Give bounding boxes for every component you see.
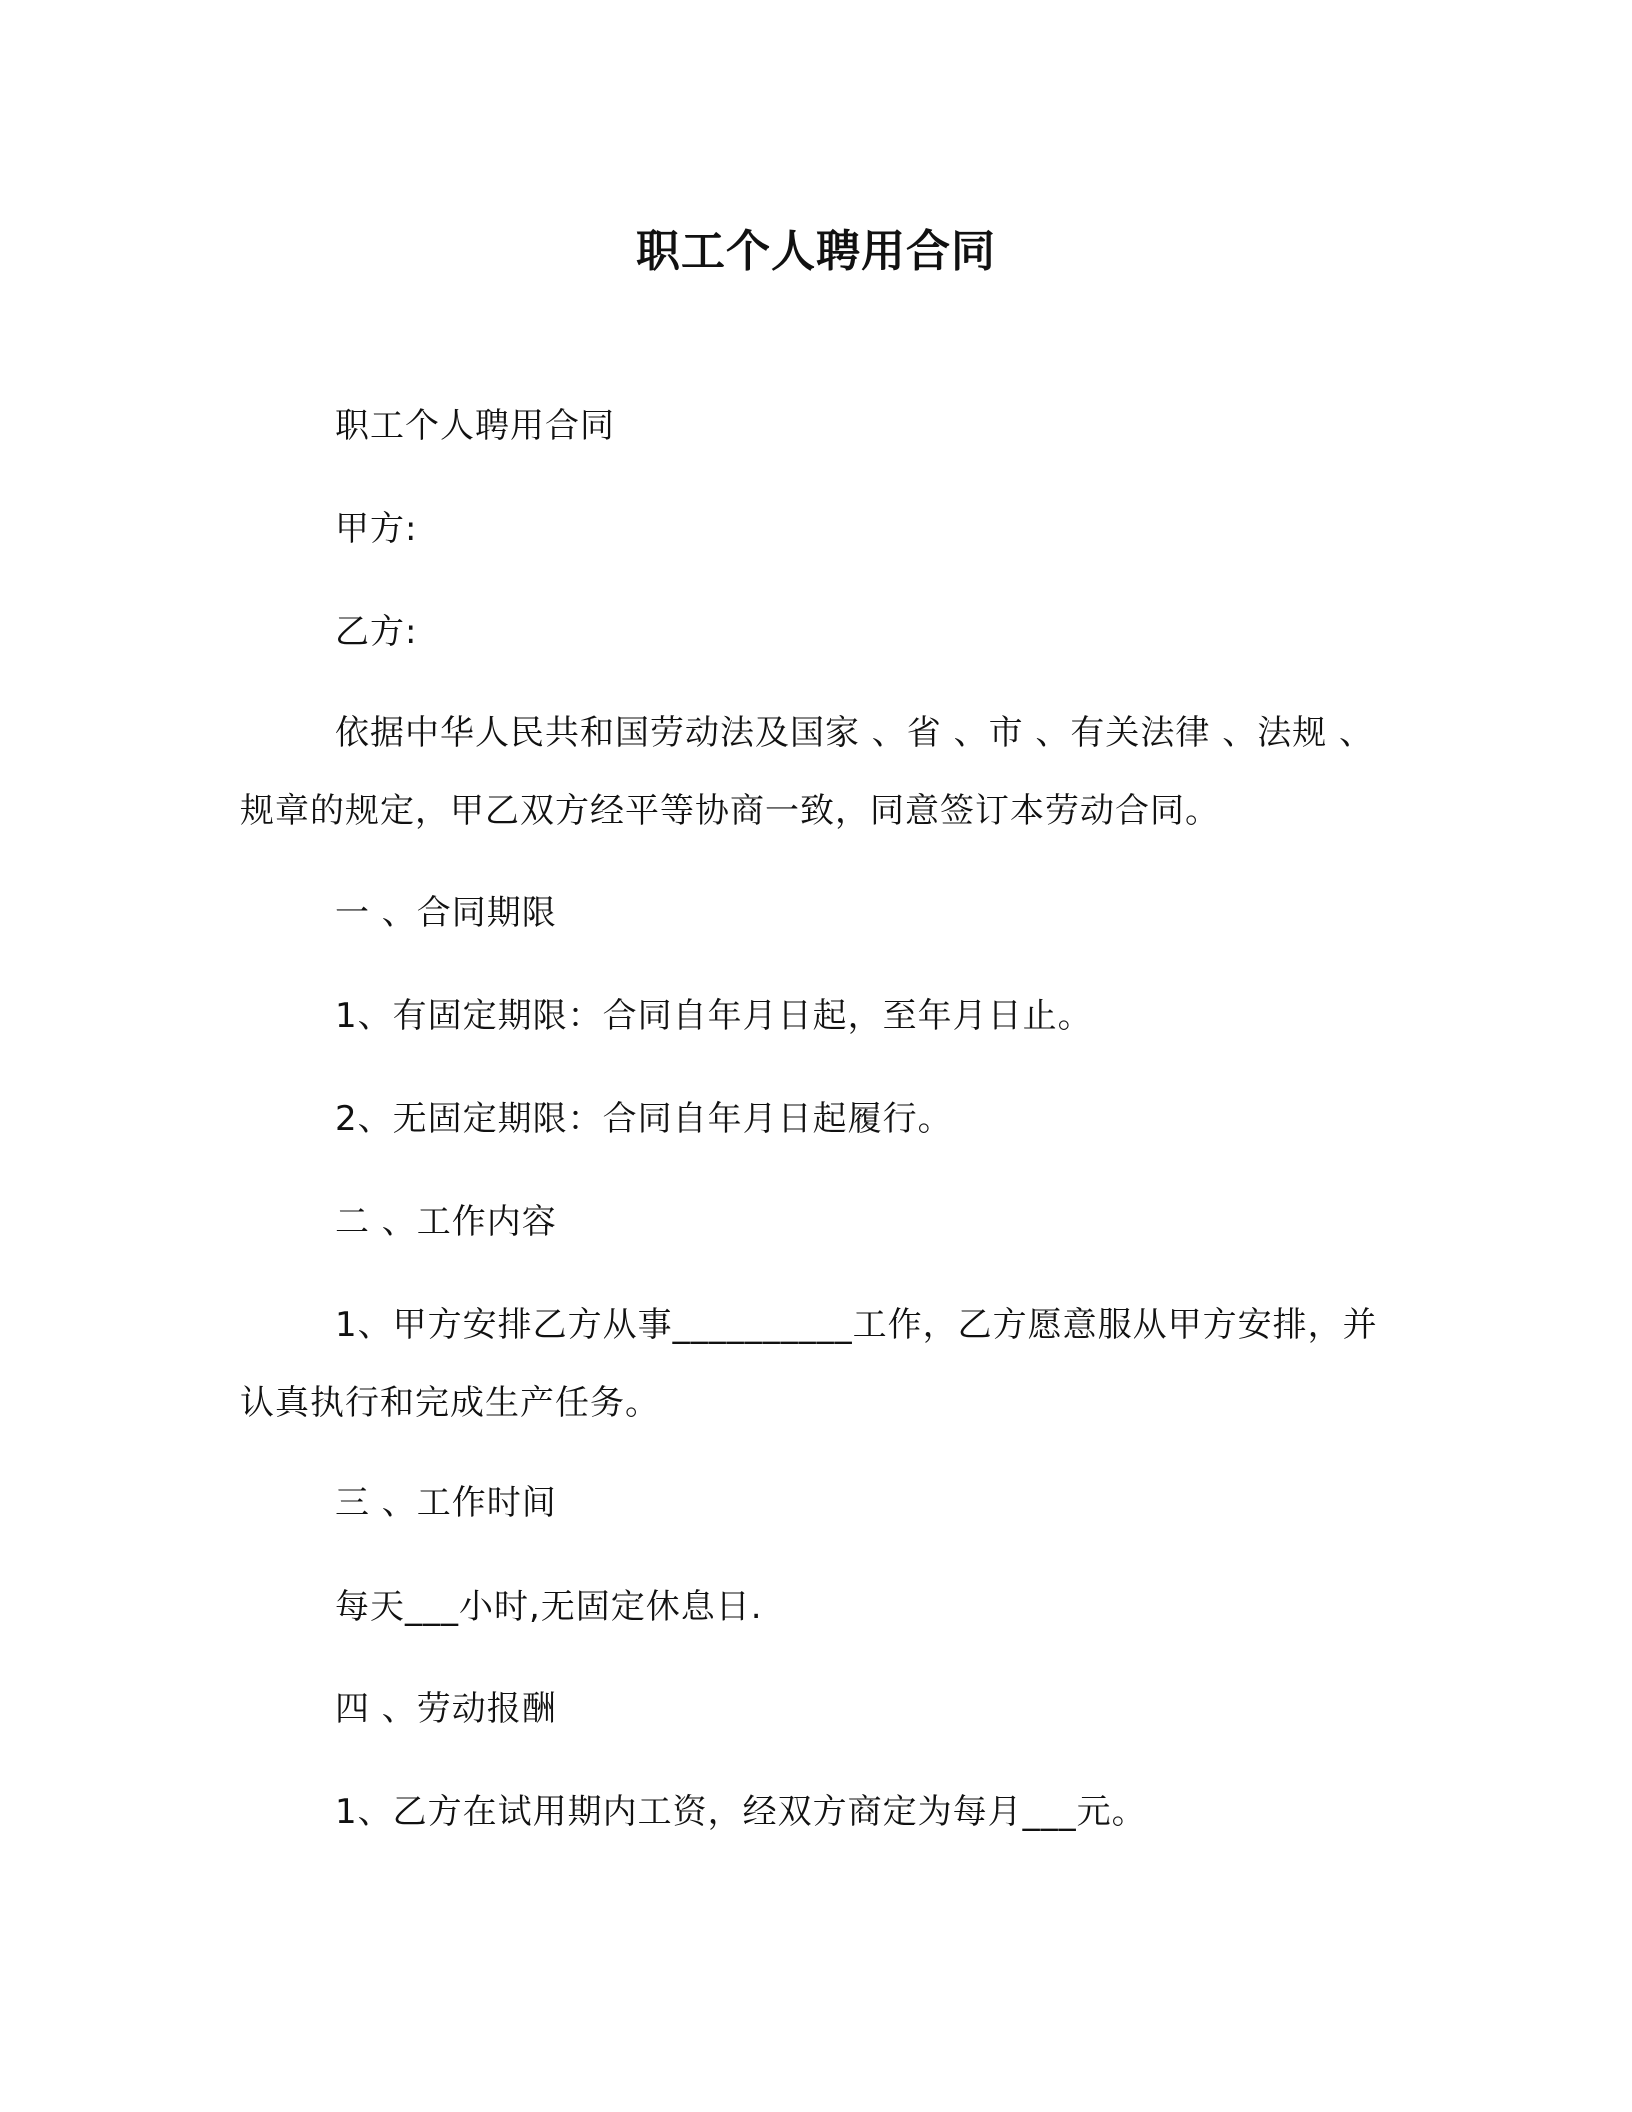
paragraph-open-term: 2、无固定期限：合同自年月日起履行。 — [335, 1099, 953, 1139]
heading-contract-term: 一 、合同期限 — [335, 893, 557, 933]
paragraph-fixed-term: 1、有固定期限：合同自年月日起，至年月日止。 — [335, 996, 1093, 1036]
paragraph-work-assignment: 1、甲方安排乙方从事__________工作，乙方愿意服从甲方安排，并认真执行和完成生产任务。 — [240, 1305, 1378, 1423]
heading-work-content: 二 、工作内容 — [335, 1202, 557, 1242]
document-title: 职工个人聘用合同 — [636, 226, 996, 277]
heading-work-hours: 三 、工作时间 — [335, 1483, 557, 1523]
paragraph-preamble: 依据中华人民共和国劳动法及国家 、省 、市 、有关法律 、法规 、规章的规定，甲乙双方经平等协商一致，同意签订本劳动合同。 — [240, 713, 1375, 831]
paragraph-probation-salary: 1、乙方在试用期内工资，经双方商定为每月___元。 — [335, 1792, 1147, 1832]
paragraph-party-b: 乙方: — [335, 612, 418, 652]
paragraph-daily-hours: 每天___小时,无固定休息日. — [335, 1587, 763, 1627]
heading-remuneration: 四 、劳动报酬 — [335, 1689, 557, 1729]
paragraph-subtitle: 职工个人聘用合同 — [335, 406, 615, 446]
paragraph-party-a: 甲方: — [335, 509, 418, 549]
